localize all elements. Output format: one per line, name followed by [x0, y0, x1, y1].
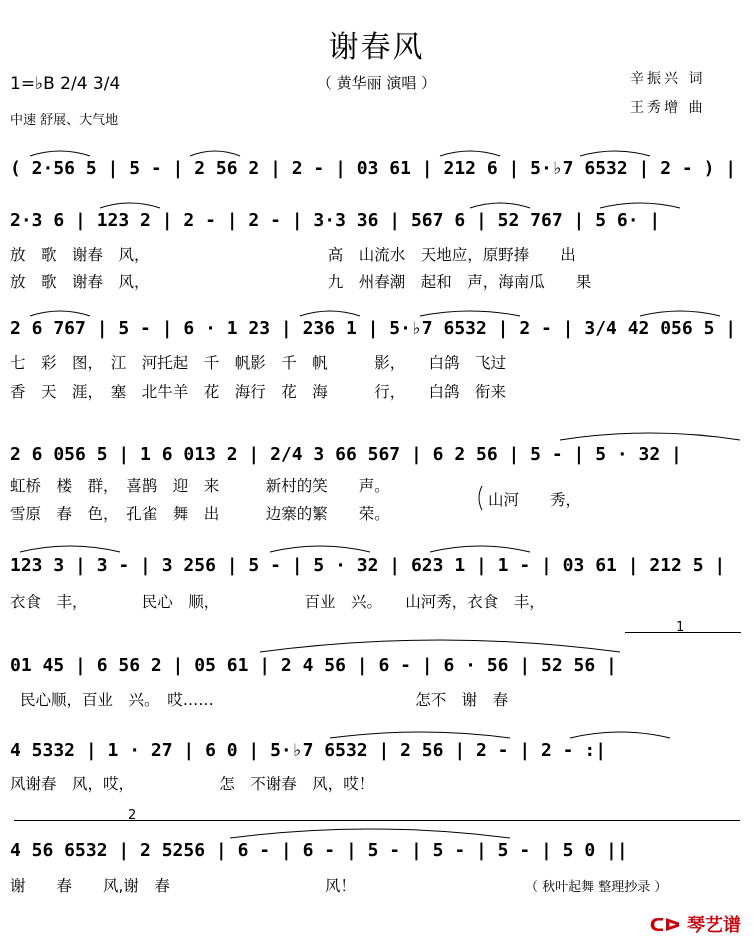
score-row-3-lyrics-1: 七 彩 图， 江 河托起 千 帆影 千 帆 影， 白鸽 飞过: [10, 354, 507, 372]
score-row-8-lyrics-1: 谢 春 风,谢 春 风！: [10, 877, 356, 895]
score-row-3-lyrics-2: 香 天 涯， 塞 北牛羊 花 海行 花 海 行， 白鸽 衔来: [10, 383, 507, 401]
score-row-4-notes: 2 6 056 5 | 1 6 013 2 | 2/4 3 66 567 | 6 2 56 | 5 - | 5 · 32 |: [10, 444, 682, 465]
singer-credit: （ 黄华丽 演唱 ）: [316, 74, 437, 92]
score-row-5-lyrics-1: 衣食 丰， 民心 顺， 百业 兴。 山河秀，衣食 丰，: [10, 593, 545, 611]
score-row-4-lyrics-1: 虹桥 楼 群， 喜鹊 迎 来 新村的笑 声。: [10, 477, 390, 495]
score-row-8-notes: 4 56 6532 | 2 5256 | 6 - | 6 - | 5 - | 5 - | 5 - | 5 0 ||: [10, 840, 628, 861]
score-row-2-lyrics-2: 放 歌 谢春 风， 九 州春潮 起和 声，海南瓜 果: [10, 273, 592, 291]
composer-credit: 王秀增 曲: [630, 100, 706, 116]
score-row-7-notes: 4 5332 | 1 · 27 | 6 0 | 5·♭7 6532 | 2 56 | 2 - | 2 - :|: [10, 740, 607, 761]
logo-text: 琴艺谱: [687, 915, 741, 936]
score-row-1-notes: ( 2·56 5 | 5 - | 2 56 2 | 2 - | 03 61 | 212 6 | 5·♭7 6532 | 2 - ) |: [10, 158, 737, 179]
score-row-2-notes: 2·3 6 | 123 2 | 2 - | 2 - | 3·3 36 | 567 6 | 52 767 | 5 6· |: [10, 210, 661, 231]
score-row-6-notes: 01 45 | 6 56 2 | 05 61 | 2 4 56 | 6 - | 6 · 56 | 52 56 |: [10, 655, 617, 676]
score-row-5-notes: 123 3 | 3 - | 3 256 | 5 - | 5 · 32 | 623 1 | 1 - | 03 61 | 212 5 |: [10, 555, 726, 576]
tempo-marking: 中速 舒展、大气地: [10, 113, 119, 128]
page-title: 谢春风: [328, 30, 425, 65]
volta-1-label: 1: [676, 620, 685, 635]
score-row-3-notes: 2 6 767 | 5 - | 6 · 1 23 | 236 1 | 5·♭7 6532 | 2 - | 3/4 42 056 5 |: [10, 318, 737, 339]
score-row-4-lyrics-2: 雪原 春 色， 孔雀 舞 出 边寨的繁 荣。: [10, 505, 390, 523]
key-signature: 1=♭B 2/4 3/4: [10, 74, 121, 94]
bracket-label: 山河 秀，: [488, 491, 582, 509]
volta-2-label: 2: [128, 808, 137, 823]
logo-icon: ᑕᐅ: [649, 915, 681, 936]
source-note: （ 秋叶起舞 整理抄录 ）: [525, 880, 668, 895]
score-row-7-lyrics-1: 风谢春 风，哎， 怎 不谢春 风，哎！: [10, 775, 375, 793]
score-row-2-lyrics-1: 放 歌 谢春 风， 高 山流水 天地应，原野捧 出: [10, 246, 576, 264]
score-row-6-lyrics-1: 民心顺，百业 兴。 哎…… 怎不 谢 春: [20, 691, 509, 709]
site-logo: [650, 911, 741, 937]
lyricist-credit: 辛振兴 词: [630, 71, 706, 87]
